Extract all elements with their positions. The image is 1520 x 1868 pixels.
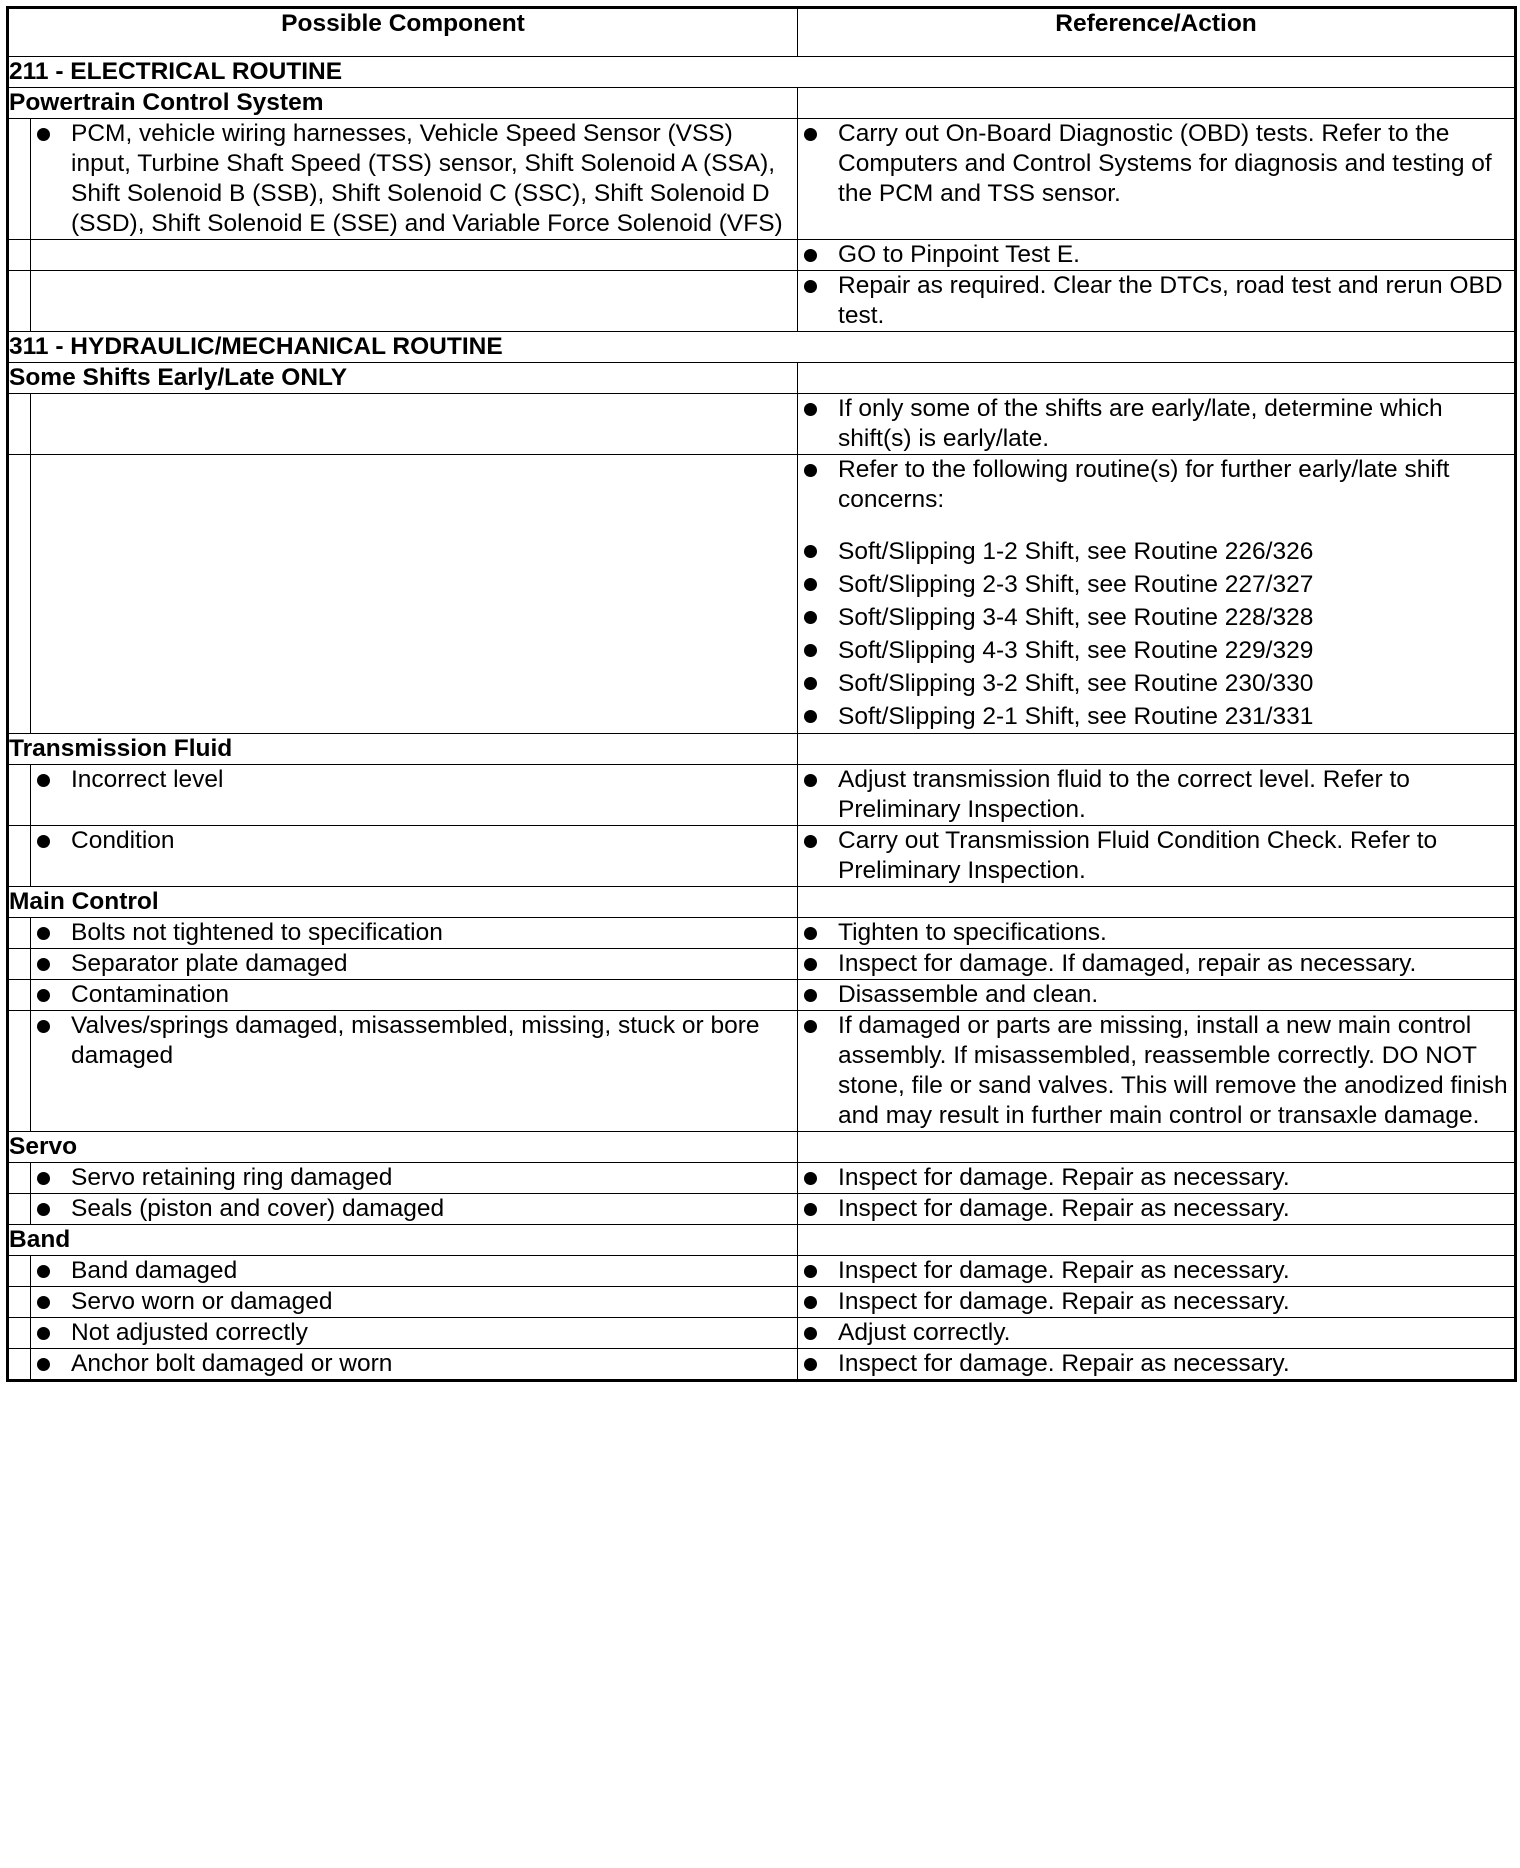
action-text: If only some of the shifts are early/late, determine which shift(s) is early/late. [798, 394, 1514, 454]
indent-cell [8, 455, 31, 734]
component-text: Band damaged [31, 1256, 797, 1286]
section-row [8, 88, 1516, 119]
routine-heading: 311 - HYDRAULIC/MECHANICAL ROUTINE [8, 332, 1516, 363]
action-text: Refer to the following routine(s) for further early/late shift concerns: [798, 455, 1514, 515]
component-cell [31, 1194, 798, 1225]
section-action-empty [798, 734, 1516, 765]
component-text: Bolts not tightened to specification [31, 918, 797, 948]
action-text: Inspect for damage. Repair as necessary. [798, 1349, 1514, 1379]
table-row [8, 271, 1516, 332]
indent-cell [8, 1287, 31, 1318]
table-row [8, 918, 1516, 949]
component-text: Incorrect level [31, 765, 797, 795]
action-cell [798, 765, 1516, 826]
action-text: Carry out Transmission Fluid Condition Check. Refer to Preliminary Inspection. [798, 826, 1514, 886]
action-cell [798, 1318, 1516, 1349]
indent-cell [8, 949, 31, 980]
table-row [8, 240, 1516, 271]
component-text: Separator plate damaged [31, 949, 797, 979]
action-cell [798, 240, 1516, 271]
table-row [8, 1256, 1516, 1287]
action-cell [798, 455, 1516, 734]
component-text: Condition [31, 826, 797, 856]
action-text: Disassemble and clean. [798, 980, 1514, 1010]
section-row [8, 887, 1516, 918]
table-row [8, 1318, 1516, 1349]
table-row [8, 394, 1516, 455]
section-title: Main Control [8, 887, 798, 918]
component-text: Contamination [31, 980, 797, 1010]
component-text: Servo worn or damaged [31, 1287, 797, 1317]
component-cell [31, 949, 798, 980]
action-cell [798, 271, 1516, 332]
component-cell [31, 1287, 798, 1318]
table-row [8, 1011, 1516, 1132]
table-row [8, 826, 1516, 887]
action-cell [798, 980, 1516, 1011]
component-cell-empty [31, 271, 798, 332]
action-text: Adjust transmission fluid to the correct level. Refer to Preliminary Inspection. [798, 765, 1514, 825]
indent-cell [8, 765, 31, 826]
table-row [8, 1287, 1516, 1318]
section-action-empty [798, 1132, 1516, 1163]
section-row [8, 1132, 1516, 1163]
action-cell [798, 918, 1516, 949]
indent-cell [8, 980, 31, 1011]
action-cell [798, 1349, 1516, 1381]
header-row [8, 8, 1516, 57]
indent-cell [8, 394, 31, 455]
action-text: Inspect for damage. Repair as necessary. [798, 1194, 1514, 1224]
indent-cell [8, 918, 31, 949]
component-cell [31, 119, 798, 240]
indent-cell [8, 1256, 31, 1287]
indent-cell [8, 1163, 31, 1194]
section-action-empty [798, 363, 1516, 394]
table-row [8, 1194, 1516, 1225]
section-action-empty [798, 1225, 1516, 1256]
routine-list-item: Soft/Slipping 2-3 Shift, see Routine 227/327 [798, 568, 1514, 601]
component-text: Seals (piston and cover) damaged [31, 1194, 797, 1224]
section-action-empty [798, 88, 1516, 119]
section-title: Servo [8, 1132, 798, 1163]
action-cell [798, 1194, 1516, 1225]
action-text: GO to Pinpoint Test E. [798, 240, 1514, 270]
table-row [8, 765, 1516, 826]
action-text: Inspect for damage. Repair as necessary. [798, 1256, 1514, 1286]
section-title: Transmission Fluid [8, 734, 798, 765]
action-cell [798, 1011, 1516, 1132]
section-action-empty [798, 887, 1516, 918]
component-cell [31, 1163, 798, 1194]
component-cell-empty [31, 394, 798, 455]
section-title: Some Shifts Early/Late ONLY [8, 363, 798, 394]
routine-list-item: Soft/Slipping 3-4 Shift, see Routine 228/328 [798, 601, 1514, 634]
header-action: Reference/Action [798, 8, 1516, 57]
section-title: Band [8, 1225, 798, 1256]
component-cell [31, 1011, 798, 1132]
indent-cell [8, 1194, 31, 1225]
component-text: Not adjusted correctly [31, 1318, 797, 1348]
indent-cell [8, 826, 31, 887]
table-row [8, 980, 1516, 1011]
table-row [8, 949, 1516, 980]
component-cell [31, 1349, 798, 1381]
action-text: Carry out On-Board Diagnostic (OBD) tests. Refer to the Computers and Control Systems for diagnosis and testing of the PCM and TSS sensor. [798, 119, 1514, 209]
routine-list-item: Soft/Slipping 1-2 Shift, see Routine 226/326 [798, 535, 1514, 568]
section-title: Powertrain Control System [8, 88, 798, 119]
action-text: Inspect for damage. If damaged, repair as necessary. [798, 949, 1514, 979]
indent-cell [8, 119, 31, 240]
action-cell [798, 1256, 1516, 1287]
routine-heading: 211 - ELECTRICAL ROUTINE [8, 57, 1516, 88]
routine-list-item: Soft/Slipping 2-1 Shift, see Routine 231/331 [798, 700, 1514, 733]
section-row [8, 1225, 1516, 1256]
action-cell [798, 1287, 1516, 1318]
table-row [8, 1349, 1516, 1381]
action-text: Inspect for damage. Repair as necessary. [798, 1163, 1514, 1193]
action-text: If damaged or parts are missing, install a new main control assembly. If misassembled, reassemble correctly. DO NOT stone, file or sand valves. This will remove the anodized finish and may result in further main control or transaxle damage. [798, 1011, 1514, 1131]
indent-cell [8, 271, 31, 332]
indent-cell [8, 1011, 31, 1132]
section-row [8, 363, 1516, 394]
action-text: Repair as required. Clear the DTCs, road test and rerun OBD test. [798, 271, 1514, 331]
action-cell [798, 949, 1516, 980]
routine-list-item: Soft/Slipping 3-2 Shift, see Routine 230/330 [798, 667, 1514, 700]
table-row [8, 455, 1516, 734]
indent-cell [8, 1349, 31, 1381]
component-cell-empty [31, 240, 798, 271]
section-row [8, 734, 1516, 765]
routine-heading-row [8, 57, 1516, 88]
diagnostic-table [6, 6, 1517, 1382]
component-cell-empty [31, 455, 798, 734]
action-text: Adjust correctly. [798, 1318, 1514, 1348]
component-cell [31, 1256, 798, 1287]
component-cell [31, 826, 798, 887]
component-cell [31, 765, 798, 826]
header-component: Possible Component [8, 8, 798, 57]
component-text: PCM, vehicle wiring harnesses, Vehicle Speed Sensor (VSS) input, Turbine Shaft Speed (TSS) sensor, Shift Solenoid A (SSA), Shift Solenoid B (SSB), Shift Solenoid C (SSC), Shift Solenoid D (SSD), Shift Solenoid E (SSE) and Variable Force Solenoid (VFS) [31, 119, 797, 239]
routine-list-item: Soft/Slipping 4-3 Shift, see Routine 229/329 [798, 634, 1514, 667]
component-cell [31, 918, 798, 949]
table-row [8, 1163, 1516, 1194]
component-text: Valves/springs damaged, misassembled, missing, stuck or bore damaged [31, 1011, 797, 1071]
indent-cell [8, 240, 31, 271]
indent-cell [8, 1318, 31, 1349]
component-text: Anchor bolt damaged or worn [31, 1349, 797, 1379]
component-cell [31, 1318, 798, 1349]
table-row [8, 119, 1516, 240]
action-text: Tighten to specifications. [798, 918, 1514, 948]
action-cell [798, 119, 1516, 240]
action-cell [798, 826, 1516, 887]
component-cell [31, 980, 798, 1011]
routine-heading-row [8, 332, 1516, 363]
action-cell [798, 394, 1516, 455]
component-text: Servo retaining ring damaged [31, 1163, 797, 1193]
action-cell [798, 1163, 1516, 1194]
action-text: Inspect for damage. Repair as necessary. [798, 1287, 1514, 1317]
